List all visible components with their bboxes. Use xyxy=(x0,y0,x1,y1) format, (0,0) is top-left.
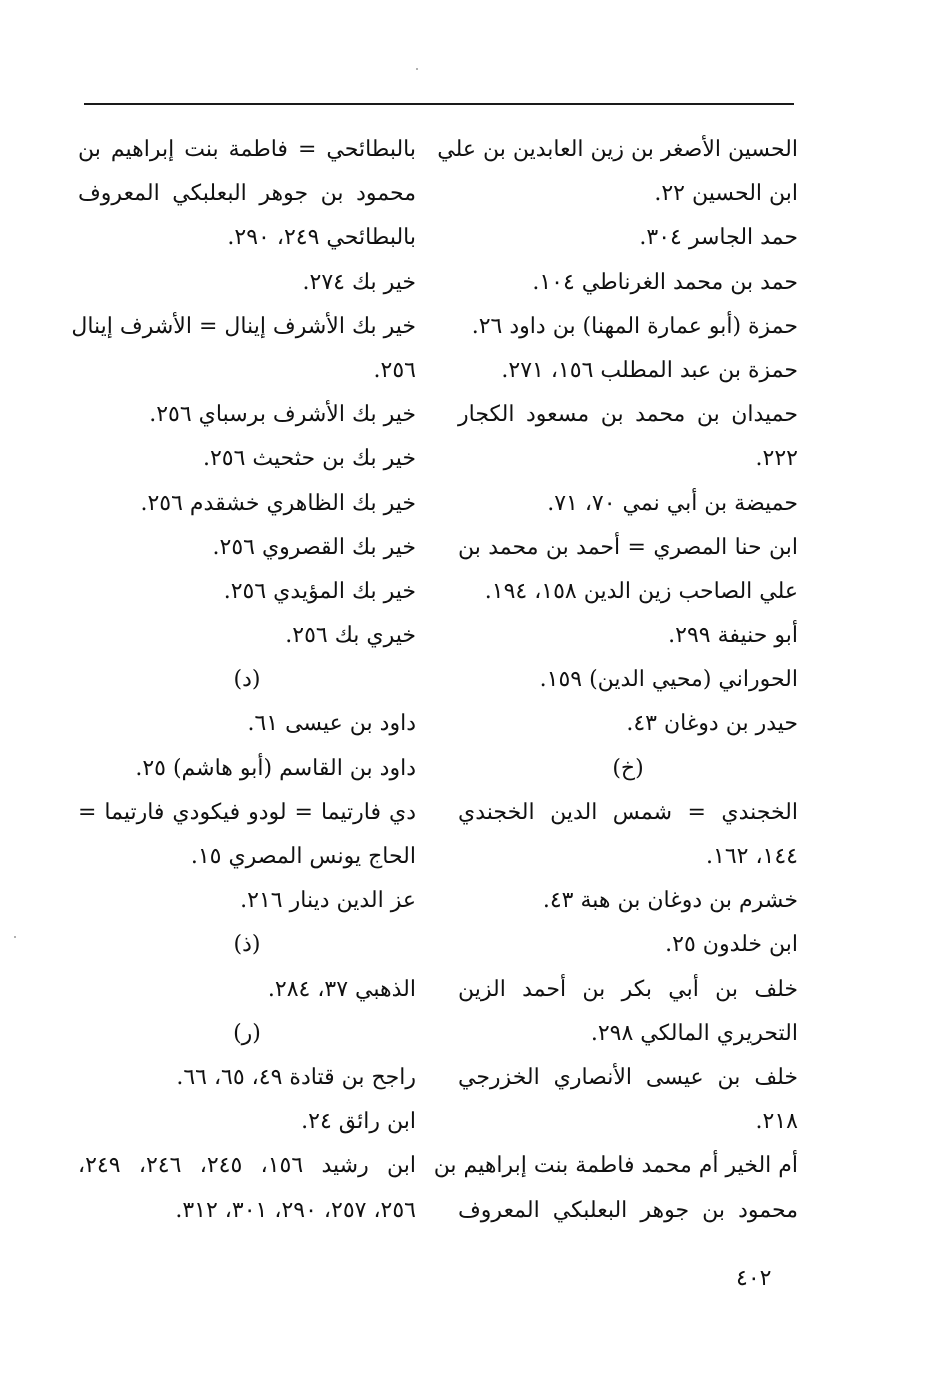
right-index-line: ٢١٨. xyxy=(755,1109,798,1135)
left-index-line: بالبطائحي ٢٤٩، ٢٩٠. xyxy=(227,225,416,251)
left-index-line: الذهبي ٣٧، ٢٨٤. xyxy=(267,976,416,1002)
left-index-line: ابن رشيد ١٥٦، ٢٤٥، ٢٤٦، ٢٤٩، xyxy=(78,1153,417,1179)
right-index-line: خشرم بن دوغان بن هبة ٤٣. xyxy=(542,888,798,914)
left-index-line: عز الدين دينار ٢١٦. xyxy=(240,888,416,914)
header-rule xyxy=(84,103,794,105)
right-index-line: حيدر بن دوغان ٤٣. xyxy=(626,711,798,737)
right-index-line: حمد الجاسر ٣٠٤. xyxy=(639,225,798,251)
right-index-line: محمود بن جوهر البعلبكي المعروف xyxy=(458,1197,798,1223)
right-index-line: الحوراني (محيي الدين) ١٥٩. xyxy=(539,667,798,693)
left-index-line: بالبطائحي = فاطمة بنت إبراهيم بن xyxy=(78,137,416,162)
left-index-line: خير بك الأشرف برسباي ٢٥٦. xyxy=(149,402,416,428)
left-index-line: خير بك ٢٧٤. xyxy=(302,269,416,295)
left-index-line: داود بن القاسم (أبو هاشم) ٢٥. xyxy=(135,755,416,781)
right-index-line: الحسين الأصغر بن زين العابدين بن علي xyxy=(437,137,798,162)
right-index-line: حميضة بن أبي نمي ٧٠، ٧١. xyxy=(547,490,798,516)
index-column-right xyxy=(433,128,798,1233)
right-letter-heading: (خ) xyxy=(612,755,644,781)
left-letter-heading: (ذ) xyxy=(233,932,261,958)
left-index-line: محمود بن جوهر البعلبكي المعروف xyxy=(78,181,416,207)
right-index-line: ابن حنا المصري = أحمد بن محمد بن xyxy=(458,534,798,560)
left-index-line: دي فارتيما = لودو فيكودي فارتيما = xyxy=(78,799,416,825)
right-index-line: أم الخير أم محمد فاطمة بنت إبراهيم بن xyxy=(433,1153,798,1179)
page-number: ٤٠٢ xyxy=(736,1266,772,1291)
right-index-line: ابن خلدون ٢٥. xyxy=(665,932,798,958)
left-index-line: خير بك القصروي ٢٥٦. xyxy=(212,534,416,560)
right-index-line: حمزة (أبو عمارة المهنا) بن داود ٢٦. xyxy=(471,313,798,339)
right-index-line: التحريري المالكي ٢٩٨. xyxy=(590,1020,798,1046)
left-index-line: خير بك الأشرف إينال = الأشرف إينال xyxy=(71,313,416,339)
left-index-line: ٢٥٦، ٢٥٧، ٢٩٠، ٣٠١، ٣١٢. xyxy=(175,1197,416,1223)
right-index-line: ٢٢٢. xyxy=(755,446,798,472)
right-index-line: ١٤٤، ١٦٢. xyxy=(706,844,798,869)
left-index-line: خير بك الظاهري خشقدم ٢٥٦. xyxy=(140,490,416,516)
left-index-line: داود بن عيسى ٦١. xyxy=(247,711,416,737)
left-index-line: خير بك بن حثحيث ٢٥٦. xyxy=(202,446,416,472)
right-index-line: حمزة بن عبد المطلب ١٥٦، ٢٧١. xyxy=(501,357,798,383)
left-letter-heading: (ر) xyxy=(233,1020,261,1046)
right-index-line: خلف بن عيسى الأنصاري الخزرجي xyxy=(458,1064,798,1090)
scan-speck xyxy=(416,68,418,70)
right-index-line: الخجندي = شمس الدين الخجندي xyxy=(458,799,798,825)
right-index-line: خلف بن أبي بكر بن أحمد الزين xyxy=(458,976,798,1002)
left-index-line: ابن رائق ٢٤. xyxy=(301,1109,416,1135)
right-index-line: علي الصاحب زين الدين ١٥٨، ١٩٤. xyxy=(484,578,798,604)
left-index-line: خيري بك ٢٥٦. xyxy=(285,623,416,649)
right-index-line: ابن الحسين ٢٢. xyxy=(654,181,798,207)
left-letter-heading: (د) xyxy=(233,667,261,693)
left-index-line: خير بك المؤيدي ٢٥٦. xyxy=(223,578,416,604)
left-index-line: ٢٥٦. xyxy=(373,357,416,383)
left-index-line: الحاج يونس المصري ١٥. xyxy=(190,844,416,869)
right-index-line: أبو حنيفة ٢٩٩. xyxy=(668,623,798,649)
left-index-line: راجح بن قتادة ٤٩، ٦٥، ٦٦. xyxy=(176,1064,416,1090)
right-index-line: حميدان بن محمد بن مسعود الكجار xyxy=(458,402,798,428)
scan-speck xyxy=(14,936,16,938)
index-column-left xyxy=(71,128,417,1233)
right-index-line: حمد بن محمد الغرناطي ١٠٤. xyxy=(532,269,798,295)
